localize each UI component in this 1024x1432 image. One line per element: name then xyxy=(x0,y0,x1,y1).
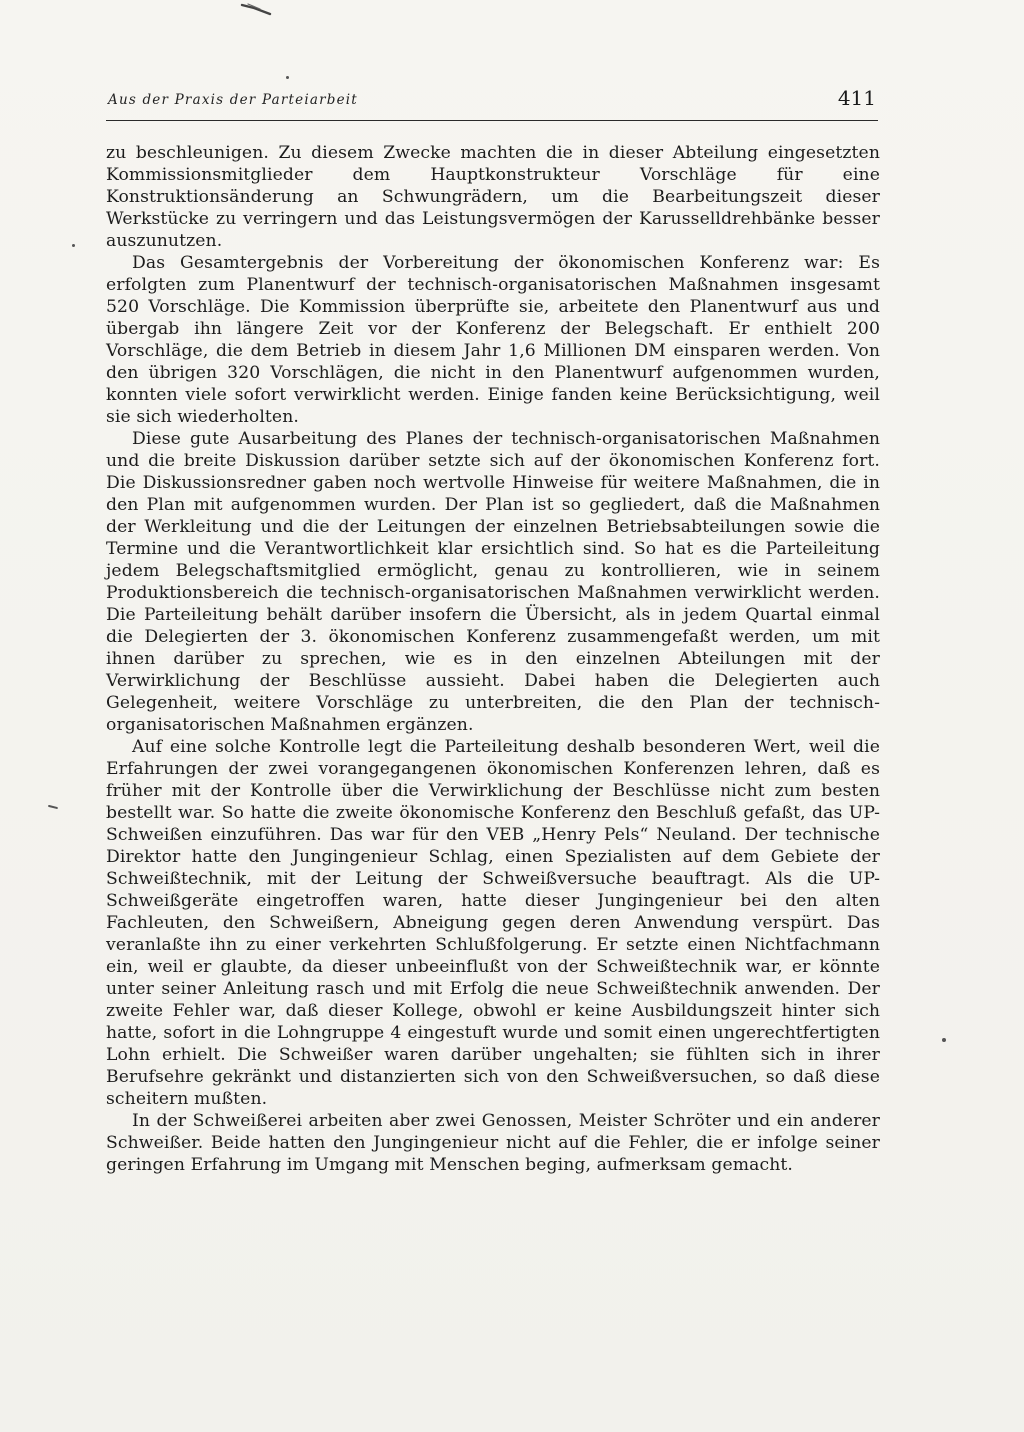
margin-speck xyxy=(286,76,289,79)
paragraph-3: Diese gute Ausarbeitung des Planes der technisch-organisatorischen Maßnahmen und die breite Diskussion darüber setzte sich auf der ökonomischen Konferenz fort. Die Diskussionsredner gaben noch wertvolle Hinweise für weitere Maßnahmen, die in den Plan mit aufgenommen wurden. Der Plan ist so gegliedert, daß die Maßnahmen der Werkleitung und die der Leitungen der einzelnen Betriebsabteilungen sowie die Termine und die Verantwortlichkeit klar ersichtlich sind. So hat es die Parteileitung jedem Belegschaftsmitglied ermöglicht, genau zu kontrollieren, wie in seinem Produktionsbereich die technisch-organisatorischen Maßnahmen verwirklicht werden. Die Parteileitung behält darüber insofern die Übersicht, als in jedem Quartal einmal die Delegierten der 3. ökonomischen Konferenz zusammengefaßt werden, um mit ihnen darüber zu sprechen, wie es in den einzelnen Abteilungen mit der Verwirklichung der Beschlüsse aussieht. Dabei haben die Delegierten auch Gelegenheit, weitere Vorschläge zu unterbreiten, die den Plan der technisch-organisatorischen Maßnahmen ergänzen. xyxy=(106,429,880,735)
paragraph-4: Auf eine solche Kontrolle legt die Parteileitung deshalb besonderen Wert, weil die Erfahrungen der zwei vorangegangenen ökonomischen Konferenzen lehren, daß es früher mit der Kontrolle über die Verwirklichung der Beschlüsse nicht zum besten bestellt war. So hatte die zweite ökonomische Konferenz den Beschluß gefaßt, das UP-Schweißen einzuführen. Das war für den VEB „Henry Pels“ Neuland. Der technische Direktor hatte den Jungingenieur Schlag, einen Spezialisten auf dem Gebiete der Schweißtechnik, mit der Leitung der Schweißversuche beauftragt. Als die UP-Schweißgeräte eingetroffen waren, hatte dieser Jungingenieur bei den alten Fachleuten, den Schweißern, Abneigung gegen deren Anwendung verspürt. Das veranlaßte ihn zu einer verkehrten Schlußfolgerung. Er setzte einen Nichtfachmann ein, weil er glaubte, da dieser unbeeinflußt von der Schweißtechnik war, er könnte unter seiner Anleitung rasch und mit Erfolg die neue Schweißtechnik anwenden. Der zweite Fehler war, daß dieser Kollege, obwohl er keine Ausbildungszeit hinter sich hatte, sofort in die Lohngruppe 4 eingestuft wurde und somit einen ungerechtfertigten Lohn erhielt. Die Schweißer waren darüber ungehalten; sie fühlten sich in ihrer Berufsehre gekränkt und distanzierten sich von den Schweißversuchen, so daß diese scheitern mußten. xyxy=(106,737,880,1109)
page-header xyxy=(106,86,878,121)
body-text xyxy=(106,142,880,1176)
paragraph-2: Das Gesamtergebnis der Vorbereitung der ökonomischen Konferenz war: Es erfolgten zum Planentwurf der technisch-organisatorischen Maßnahmen insgesamt 520 Vorschläge. Die Kommission überprüfte sie, arbeitete den Planentwurf aus und übergab ihn längere Zeit vor der Konferenz der Belegschaft. Er enthielt 200 Vorschläge, die dem Betrieb in diesem Jahr 1,6 Millionen DM einsparen werden. Von den übrigen 320 Vorschlägen, die nicht in den Planentwurf aufgenommen wurden, konnten viele sofort verwirklicht werden. Einige fanden keine Berücksichtigung, weil sie sich wiederholten. xyxy=(106,253,880,427)
margin-speck xyxy=(942,1038,946,1042)
page-number: 411 xyxy=(837,86,876,110)
scan-smudge-mark xyxy=(240,2,274,16)
running-title: Aus der Praxis der Parteiarbeit xyxy=(108,92,358,108)
paragraph-1: zu beschleunigen. Zu diesem Zwecke machten die in dieser Abteilung eingesetzten Kommissionsmitglieder dem Hauptkonstrukteur Vorschläge für eine Konstruktionsänderung an Schwungrädern, um die Bearbeitungszeit dieser Werkstücke zu verringern und das Leistungsvermögen der Karusselldrehbänke besser auszunutzen. xyxy=(106,143,880,251)
margin-speck xyxy=(72,244,75,247)
paragraph-5: In der Schweißerei arbeiten aber zwei Genossen, Meister Schröter und ein anderer Schweißer. Beide hatten den Jungingenieur nicht auf die Fehler, die er infolge seiner geringen Erfahrung im Umgang mit Menschen beging, aufmerksam gemacht. xyxy=(106,1111,880,1175)
margin-speck xyxy=(48,805,58,809)
